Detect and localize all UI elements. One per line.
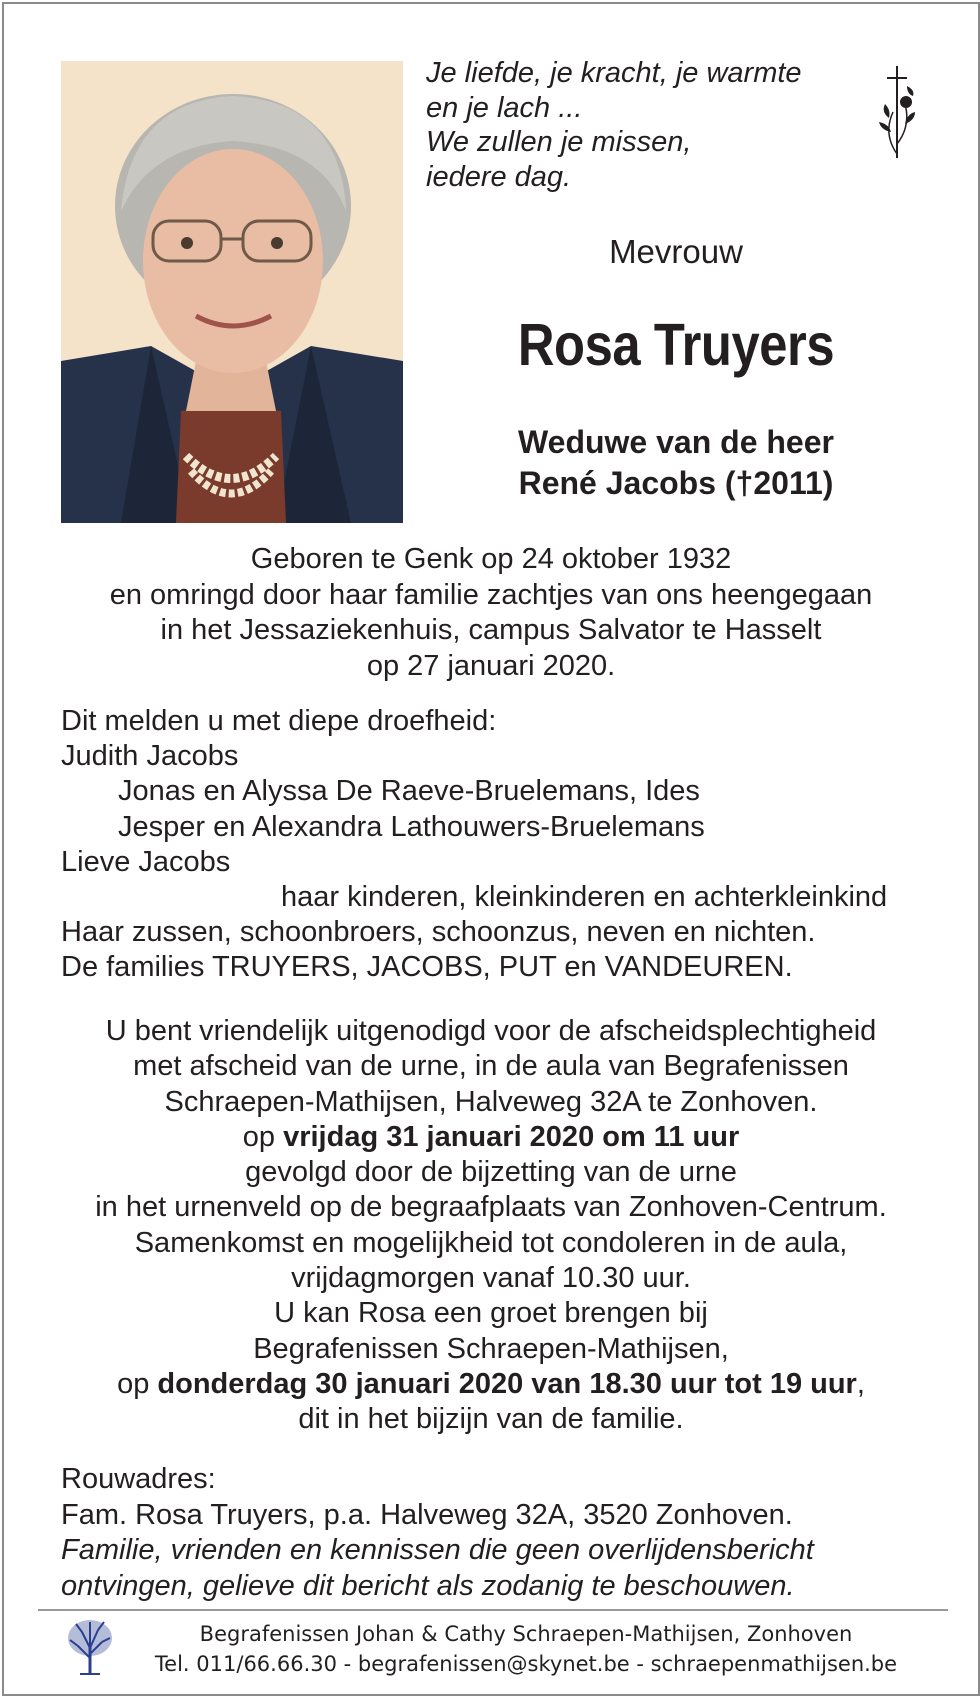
memorial-poem: [426, 56, 802, 194]
family-intro: Dit melden u met diepe droefheid:: [61, 705, 497, 737]
portrait-photo: [61, 61, 403, 523]
family-child: Judith Jacobs: [61, 740, 239, 773]
ceremony-text: op: [117, 1367, 158, 1400]
funeral-home-footer: [104, 1619, 948, 1679]
visitation-date: donderdag 30 januari 2020 van 18.30 uur tot 19 uur: [157, 1367, 857, 1400]
poem-line: Je liefde, je kracht, je warmte: [426, 57, 802, 89]
widow-line: Weduwe van de heer: [518, 424, 834, 460]
address-note: Familie, vrienden en kennissen die geen overlijdensbericht: [61, 1534, 814, 1566]
family-grandchild: Jesper en Alexandra Lathouwers-Bruelemans: [118, 810, 705, 843]
deceased-name: Rosa Truyers: [517, 312, 835, 378]
ceremony-line: vrijdagmorgen vanaf 10.30 uur.: [291, 1262, 691, 1295]
widow-line: René Jacobs (†2011): [518, 465, 834, 501]
birth-line: Geboren te Genk op 24 oktober 1932: [250, 543, 732, 575]
ceremony-text: op: [242, 1120, 284, 1153]
family-families: De families TRUYERS, JACOBS, PUT en VANDEUREN.: [61, 951, 793, 984]
ceremony-details: [4, 1014, 978, 1438]
address-label: Rouwadres:: [61, 1463, 216, 1495]
footer-line: Begrafenissen Johan & Cathy Schraepen-Mathijsen, Zonhoven: [199, 1622, 853, 1646]
family-list: [61, 704, 887, 986]
salutation: Mevrouw: [609, 233, 743, 270]
poem-line: iedere dag.: [426, 160, 572, 193]
ceremony-text: ,: [856, 1367, 865, 1400]
widow-notice: [404, 422, 948, 504]
birth-line: op 27 januari 2020.: [366, 649, 616, 682]
ceremony-line: U bent vriendelijk uitgenodigd voor de afscheidsplechtigheid: [105, 1015, 877, 1047]
ceremony-line: U kan Rosa een groet brengen bij: [274, 1297, 708, 1330]
poem-line: en je lach ...: [426, 91, 583, 124]
cross-with-rose-icon: [877, 64, 921, 165]
family-siblings: Haar zussen, schoonbroers, schoonzus, neven en nichten.: [61, 916, 816, 949]
address-line: Fam. Rosa Truyers, p.a. Halveweg 32A, 3520 Zonhoven.: [61, 1498, 793, 1531]
ceremony-date-line: [4, 1120, 978, 1155]
birth-death-notice: [4, 542, 978, 684]
visitation-date-line: [4, 1367, 978, 1402]
birth-line: in het Jessaziekenhuis, campus Salvator te Hasselt: [160, 614, 822, 646]
ceremony-date: vrijdag 31 januari 2020 om 11 uur: [283, 1120, 740, 1153]
ceremony-line: dit in het bijzijn van de familie.: [298, 1403, 684, 1436]
family-grandchild: Jonas en Alyssa De Raeve-Bruelemans, Ides: [118, 775, 700, 808]
obituary-card: [2, 2, 980, 1696]
poem-line: We zullen je missen,: [426, 126, 692, 158]
ceremony-line: Begrafenissen Schraepen-Mathijsen,: [253, 1332, 729, 1365]
footer-contact: Tel. 011/66.66.30 - begrafenissen@skynet.be - schraepenmathijsen.be: [154, 1652, 898, 1676]
footer-divider: [38, 1609, 948, 1611]
family-child: Lieve Jacobs: [61, 845, 231, 878]
ceremony-line: Samenkomst en mogelijkheid tot condoleren in de aula,: [134, 1226, 848, 1259]
ceremony-line: Schraepen-Mathijsen, Halveweg 32A te Zonhoven.: [164, 1085, 818, 1118]
ceremony-line: in het urnenveld op de begraafplaats van Zonhoven-Centrum.: [95, 1191, 887, 1224]
mourning-address: [61, 1462, 814, 1604]
address-note: ontvingen, gelieve dit bericht als zodanig te beschouwen.: [61, 1569, 795, 1602]
birth-line: en omringd door haar familie zachtjes van ons heengegaan: [109, 578, 873, 611]
family-relation: haar kinderen, kleinkinderen en achterkleinkind: [281, 881, 888, 914]
ceremony-line: gevolgd door de bijzetting van de urne: [245, 1156, 737, 1189]
ceremony-line: met afscheid van de urne, in de aula van Begrafenissen: [133, 1050, 849, 1083]
